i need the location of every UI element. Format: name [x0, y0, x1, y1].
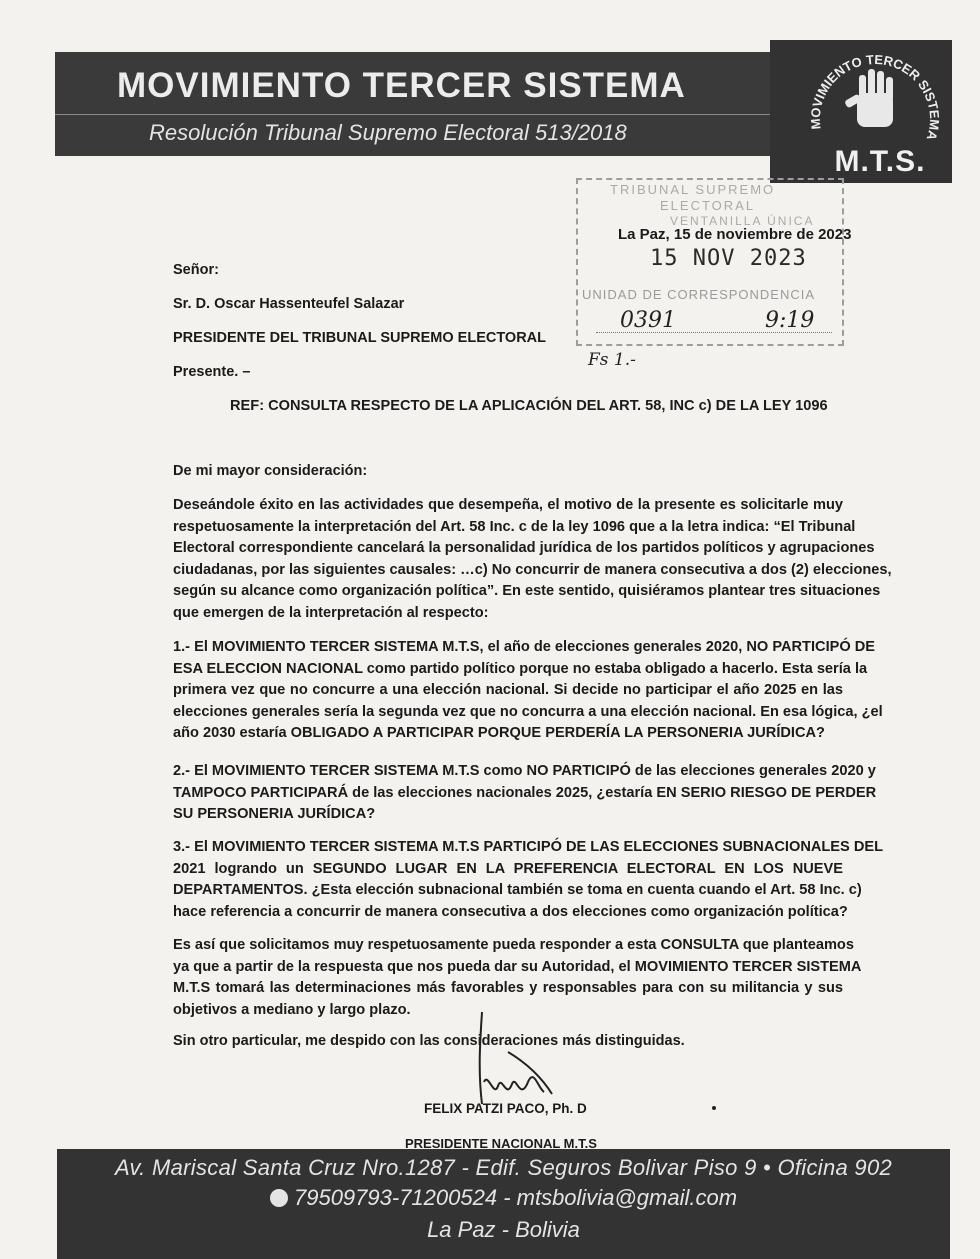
- organization-subtitle: Resolución Tribunal Supremo Electoral 513/2018: [149, 120, 627, 145]
- salutation: Señor:: [173, 262, 219, 278]
- stamp-date: 15 NOV 2023: [650, 246, 807, 271]
- paragraph-question-3: 3.- El MOVIMIENTO TERCER SISTEMA M.T.S PARTICIPÓ DE LAS ELECCIONES SUBNACIONALES DEL 2021 logrando un SEGUNDO LUGAR EN LA PREFERENCIA ELECTORAL EN LOS NUEVE DEPARTAMENTOS. ¿Esta elección subnacional también se toma en cuenta cuando el Art. 58 Inc. c) hace referencia a concurrir de manera consecutiva a dos elecciones como organización política?: [173, 839, 884, 920]
- logo-abbreviation: M.T.S.: [834, 145, 926, 178]
- handwritten-signature: [468, 1012, 558, 1112]
- paragraph-request: Es así que solicitamos muy respetuosamente pueda responder a esta CONSULTA que planteamos ya que a partir de la respuesta que nos pueda dar su Autoridad, el MOVIMIENTO TERCER SISTEMA M.T.S tomará las determinaciones más favorables y responsables para con su militancia y sus objetivos a mediano y largo plazo.: [173, 937, 862, 1018]
- stamp-office: VENTANILLA ÚNICA: [670, 214, 815, 228]
- reference-line: REF: CONSULTA RESPECTO DE LA APLICACIÓN DEL ART. 58, INC c) DE LA LEY 1096: [230, 398, 828, 414]
- footer-address: Av. Mariscal Santa Cruz Nro.1287 - Edif. Seguros Bolivar Piso 9 • Oficina 902: [114, 1155, 893, 1180]
- letter-date: La Paz, 15 de noviembre de 2023: [618, 226, 852, 243]
- stamp-number: 0391: [620, 308, 676, 333]
- stamp-unit: UNIDAD DE CORRESPONDENCIA: [582, 287, 816, 302]
- ink-dot: [712, 1106, 716, 1110]
- stamp-institution-line2: ELECTORAL: [660, 198, 756, 213]
- footer-contact-row: [57, 1185, 950, 1211]
- paragraph-intro: Deseándole éxito en las actividades que desempeña, el motivo de la presente es solicitarle muy respetuosamente la interpretación del Art. 58 Inc. c de la ley 1096 que a la letra indica: “El Tribunal Electoral correspondiente cancelará la personalidad jurídica de los partidos políticos y agrupaciones ciudadanas, por las siguientes causales: …c) No concurrir de manera consecutiva a dos (2) elecciones, según su alcance como organización política”. En este sentido, quisiéramos plantear tres situaciones que emergen de la interpretación al respecto:: [173, 497, 892, 621]
- stamp-time: 9:19: [765, 308, 815, 333]
- presente: Presente. –: [173, 364, 251, 380]
- paragraph-question-2: 2.- El MOVIMIENTO TERCER SISTEMA M.T.S como NO PARTICIPÓ de las elecciones generales 2020 y TAMPOCO PARTICIPARÁ de las elecciones nacionales 2025, ¿estaría EN SERIO RIESGO DE PERDER SU PERSONERIA JURÍDICA?: [173, 763, 877, 822]
- stamp-institution: TRIBUNAL SUPREMO: [610, 182, 776, 197]
- whatsapp-icon: [270, 1189, 288, 1207]
- footer-contact: 79509793-71200524 - mtsbolivia@gmail.com: [293, 1185, 738, 1210]
- organization-title: MOVIMIENTO TERCER SISTEMA: [117, 66, 686, 105]
- banner-divider: [55, 114, 775, 115]
- closing-line: Sin otro particular, me despido con las consideraciones más distinguidas.: [173, 1033, 685, 1049]
- signer-name: FELIX PATZI PACO, Ph. D: [424, 1101, 587, 1116]
- footer-city: La Paz - Bolivia: [427, 1217, 580, 1242]
- party-logo-icon: [805, 45, 945, 155]
- recipient-name: Sr. D. Oscar Hassenteufel Salazar: [173, 296, 405, 312]
- letterhead-banner: [55, 52, 775, 156]
- stamp-underline: [596, 332, 832, 334]
- greeting: De mi mayor consideración:: [173, 463, 368, 479]
- folio-annotation: Fs 1.-: [588, 350, 636, 370]
- svg-text:MOVIMIENTO TERCER SISTEMA: MOVIMIENTO TERCER SISTEMA: [807, 51, 943, 143]
- letterhead-footer: [57, 1149, 950, 1259]
- recipient-title: PRESIDENTE DEL TRIBUNAL SUPREMO ELECTORAL: [173, 330, 547, 346]
- signer-title: PRESIDENTE NACIONAL M.T.S: [405, 1136, 597, 1148]
- paragraph-question-1: 1.- El MOVIMIENTO TERCER SISTEMA M.T.S, el año de elecciones generales 2020, NO PARTICIPÓ DE ESA ELECCION NACIONAL como partido político porque no estaba obligado a hacerlo. Esta sería la primera vez que no concurre a una elección nacional. Si decide no participar el año 2025 en las elecciones generales sería la segunda vez que no concurra a una elección nacional. En esa lógica, ¿el año 2030 estaría OBLIGADO A PARTICIPAR PORQUE PERDERÍA LA PERSONERIA JURÍDICA?: [173, 639, 883, 741]
